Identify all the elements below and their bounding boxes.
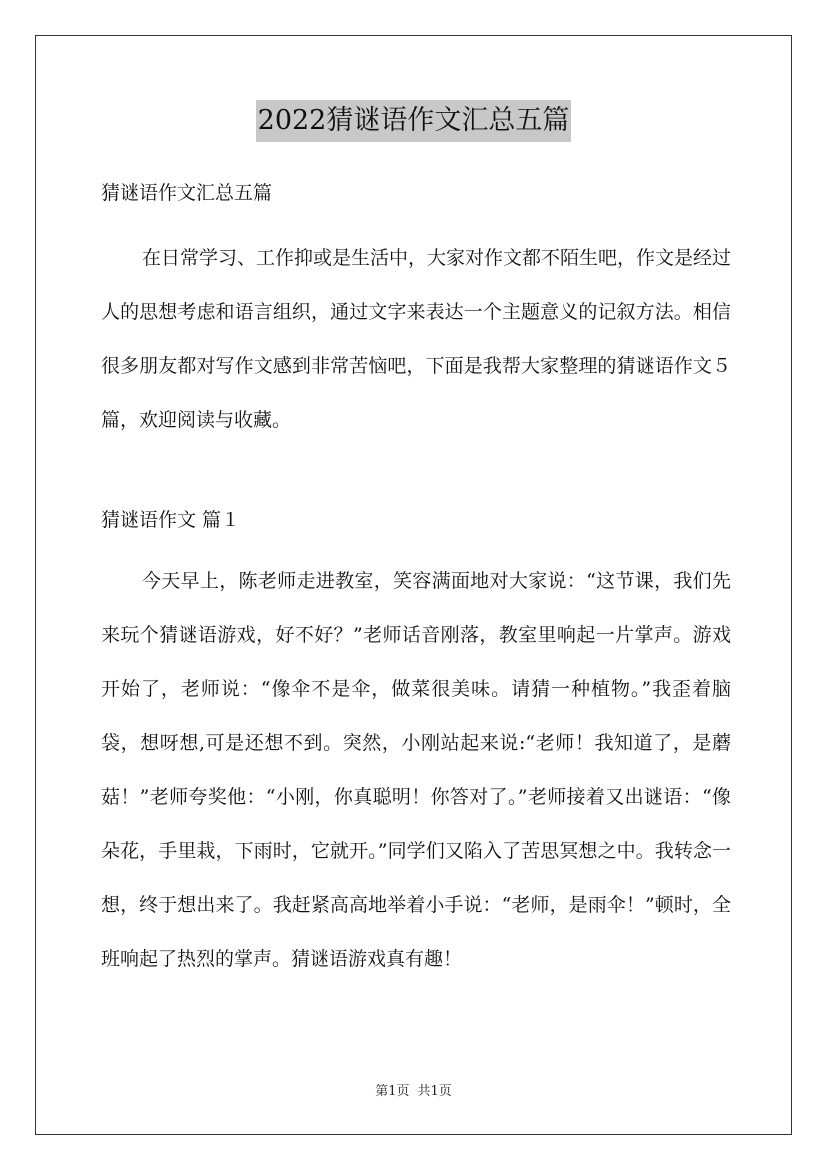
page-footer (0, 1083, 827, 1101)
page-number-current: 第1页 (375, 1084, 410, 1099)
section-title: 猜谜语作文 篇１ (101, 509, 241, 531)
page-number-total: 共1页 (417, 1084, 452, 1099)
document-title: 2022猜谜语作文汇总五篇 (256, 100, 572, 142)
intro-paragraph: 在日常学习、工作抑或是生活中，大家对作文都不陌生吧，作文是经过人的思想考虑和语言组织，通过文字来表达一个主题意义的记叙方法。相信很多朋友都对写作文感到非常苦恼吧，下面是我帮大家整理的猜谜语作文５篇，欢迎阅读与收藏。 (101, 247, 732, 431)
title-container (0, 100, 827, 142)
section-body-paragraph: 今天早上，陈老师走进教室，笑容满面地对大家说：“这节课，我们先来玩个猜谜语游戏，好不好？”老师话音刚落，教室里响起一片掌声。游戏开始了，老师说：“像伞不是伞，做菜很美味。请猜一种植物。”我歪着脑袋，想呀想,可是还想不到。突然，小刚站起来说:“老师！我知道了，是蘑菇！”老师夸奖他：“小刚，你真聪明！你答对了。”老师接着又出谜语：“像朵花，手里栽，下雨时，它就开。”同学们又陷入了苦思冥想之中。我转念一想，终于想出来了。我赶紧高高地举着小手说：“老师，是雨伞！”顿时，全班响起了热烈的掌声。猜谜语游戏真有趣！ (101, 570, 731, 970)
document-heading: 猜谜语作文汇总五篇 (101, 182, 273, 204)
